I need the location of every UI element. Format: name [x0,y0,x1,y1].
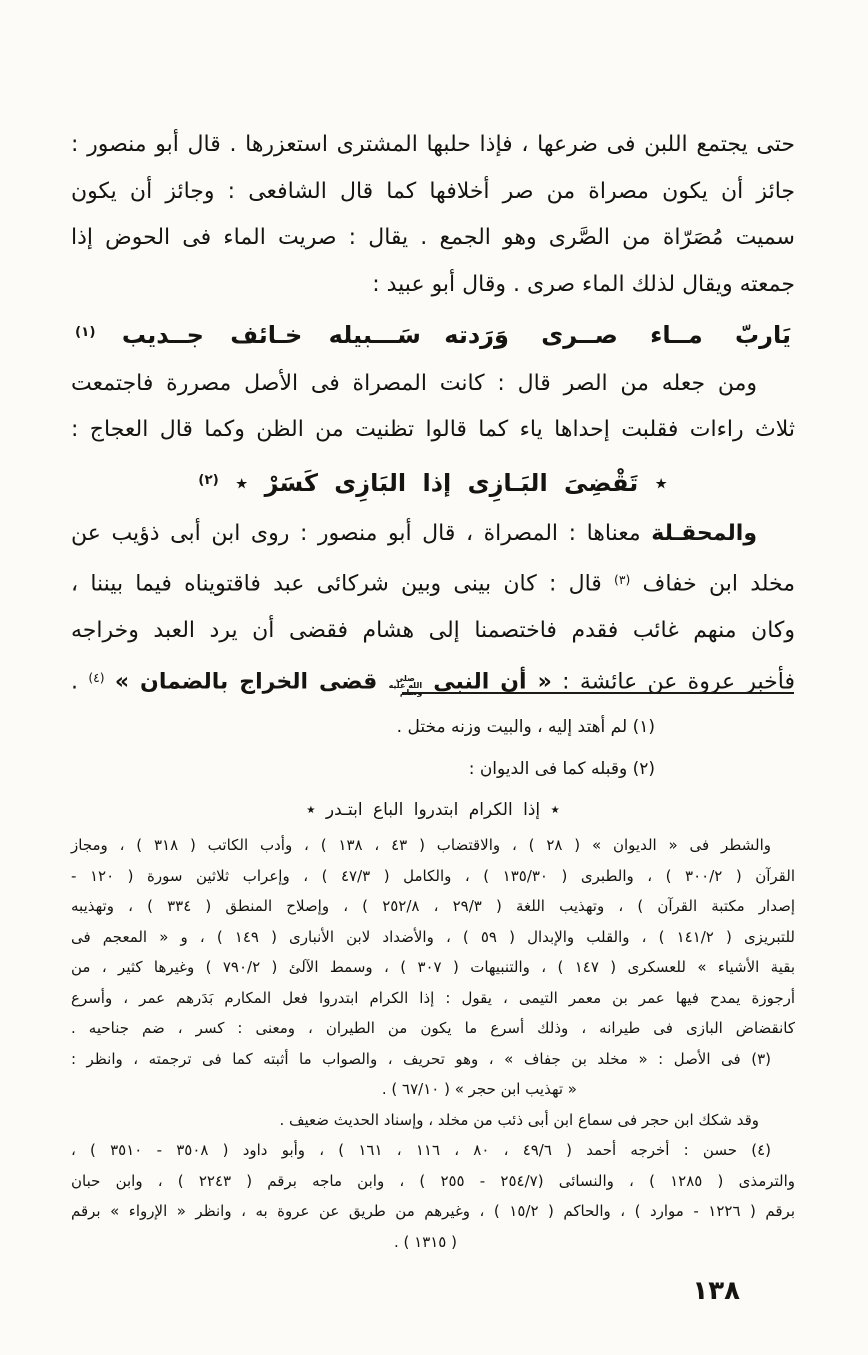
footnote-separator [402,692,794,694]
footnote-verse: ٭ إذا الكرام ابتدروا الباع ابتـدر ٭ [306,800,560,820]
hadith-text: « أن النبى [422,669,552,695]
footnote-3-extra: وقد شكك ابن حجر فى سماع ابن أبى ذئب من مخلد ، وإسناد الحديث ضعيف . [279,1110,759,1129]
footnote-2: (٢) وقبله كما فى الديوان : [468,759,655,779]
footnote-line: بقية الأشياء » للعسكرى ( ١٤٧ ) ، والتنبيهات ( ٣٠٧ ) ، وسمط الآلئ ( ٧٩٠/٢ ) وغيرها كثير ، من [71,958,796,976]
body-line: جمعته ويقال لذلك الماء صرى . وقال أبو عبيد : [372,271,795,297]
body-text: مخلد ابن خفاف [630,571,796,597]
pbuh-mark: صلى الله عليه وسلم [388,674,423,698]
footnote-line: القرآن ( ٣٠٠/٢ ) ، والطبرى ( ١٣٥/٣٠ ) ، والكامل ( ٤٧/٣ ) ، وإعراب ثلاثين سورة ( ١٢٠ - [71,866,796,885]
main-text-block [71,122,795,706]
body-line [71,511,795,558]
footnote-ref-1: (١) [75,325,96,340]
page-number: ١٣٨ [692,1276,740,1306]
hadith-text: قضى الخراج بالضمان » [114,669,389,695]
body-line: سميت مُصَرّاة من الصَّرى وهو الجمع . يقال : صريت الماء فى الحوض إذا [71,225,795,250]
body-line: ثلاث راءات فقلبت إحداها ياء كما قالوا تظنيت من الظن وكما قال العجاج : [71,417,795,443]
footnote-line: أرجوزة يمدح فيها عمر بن معمر التيمى ، يقول : إذا الكرام ابتدروا فعل المكارم بَدَرهم عمر ، وأسرع [71,988,795,1007]
body-text: . [71,669,89,695]
footnote-3-cont: « تهذيب ابن حجر » ( ٦٧/١٠ ) . [381,1080,577,1098]
footnote-3: (٣) فى الأصل : « مخلد بن جفاف » ، وهو تحريف ، والصواب ما أثبته كما فى ترجمته ، وانظر : [71,1049,771,1068]
body-line: حتى يجتمع اللبن فى ضرعها ، فإذا حلبها المشترى استعزرها . قال أبو منصور : [71,132,795,157]
footnote-line: والشطر فى « الديوان » ( ٢٨ ) ، والاقتضاب ( ٤٣ ، ١٣٨ ) ، وأدب الكاتب ( ٣١٨ ) ، ومجاز [71,836,771,854]
poetry-verse-2 [71,455,795,509]
body-line: وكان منهم غائب فقدم فاختصمنا إلى هشام فقضى أن يرد العبد وخراجه [71,618,795,644]
footnote-line: للتبريزى ( ١٤١/٢ ) ، والقلب والإبدال ( ٥٩ ) ، والأضداد لابن الأنبارى ( ١٤٩ ) ، و « المعجم فى [71,927,795,946]
verse-text: سَـــبيله خـائف جــديب [121,320,421,349]
footnote-4: (٤) حسن : أخرجه أحمد ( ٤٩/٦ ، ٨٠ ، ١١٦ ، ١٦١ ) ، وأبو داود ( ٣٥٠٨ - ٣٥١٠ ) ، [71,1141,771,1159]
footnote-4-cont: برقم ( ١٢٢٦ - موارد ) ، والحاكم ( ١٥/٢ ) ، وغيرهم من طريق عن عروة به ، وانظر « الإرواء » برقم [71,1202,795,1220]
footnote-1: (١) لم أهتد إليه ، والبيت وزنه مختل . [396,717,655,737]
verse-hemistich-right: يَاربّ مــاء صــرى وَرَدته [444,320,791,349]
poetry-verse-1 [71,309,795,359]
footnote-ref-2: (٢) [198,472,219,488]
body-line [71,557,795,608]
body-text: فأخبر عروة عن عائشة : [551,669,796,695]
hadith-line [71,655,795,706]
body-line: ومن جعله من الصر قال : كانت المصراة فى الأصل مصررة فاجتمعت [71,370,757,396]
verse-text: ٭ تَقْضِىَ البَـازِى إذا البَازِى كَسَرْ ٭ [235,468,668,497]
lead-word: والمحقـلة [651,520,757,546]
footnotes-block [71,706,795,1257]
body-line: جائز أن يكون مصراة من صر أخلافها كما قال الشافعى : وجائز أن يكون [71,178,795,204]
footnote-ref-4: (٤) [88,670,105,685]
body-text: معناها : المصراة ، قال أبو منصور : روى ابن أبى ذؤيب عن [71,520,652,546]
body-text: قال : كان بينى وبين شركائى عبد فاقتويناه فيما بيننا ، [71,571,615,597]
footnote-line: كانقضاض البازى فى طيرانه ، وذلك أسرع ما يكون من الطيران ، ومعنى : كسر ، ضم جناحيه . [71,1019,795,1037]
footnote-ref-3: (٣) [614,573,631,588]
footnote-4-end: ( ١٣١٥ ) . [393,1232,457,1251]
verse-hemistich-left [75,309,421,359]
footnote-4-cont: والترمذى ( ١٢٨٥ ) ، والنسائى (٢٥٤/٧ - ٢٥٥ ) ، وابن ماجه برقم ( ٢٢٤٣ ) ، وابن حبان [71,1171,796,1190]
footnote-line: إصدار مكتبة القرآن ) ، وتهذيب اللغة ( ٢٩/٣ ، ٢٥٢/٨ ) ، وإصلاح المنطق ( ٣٣٤ ) ، وتهذيبه [71,897,796,915]
